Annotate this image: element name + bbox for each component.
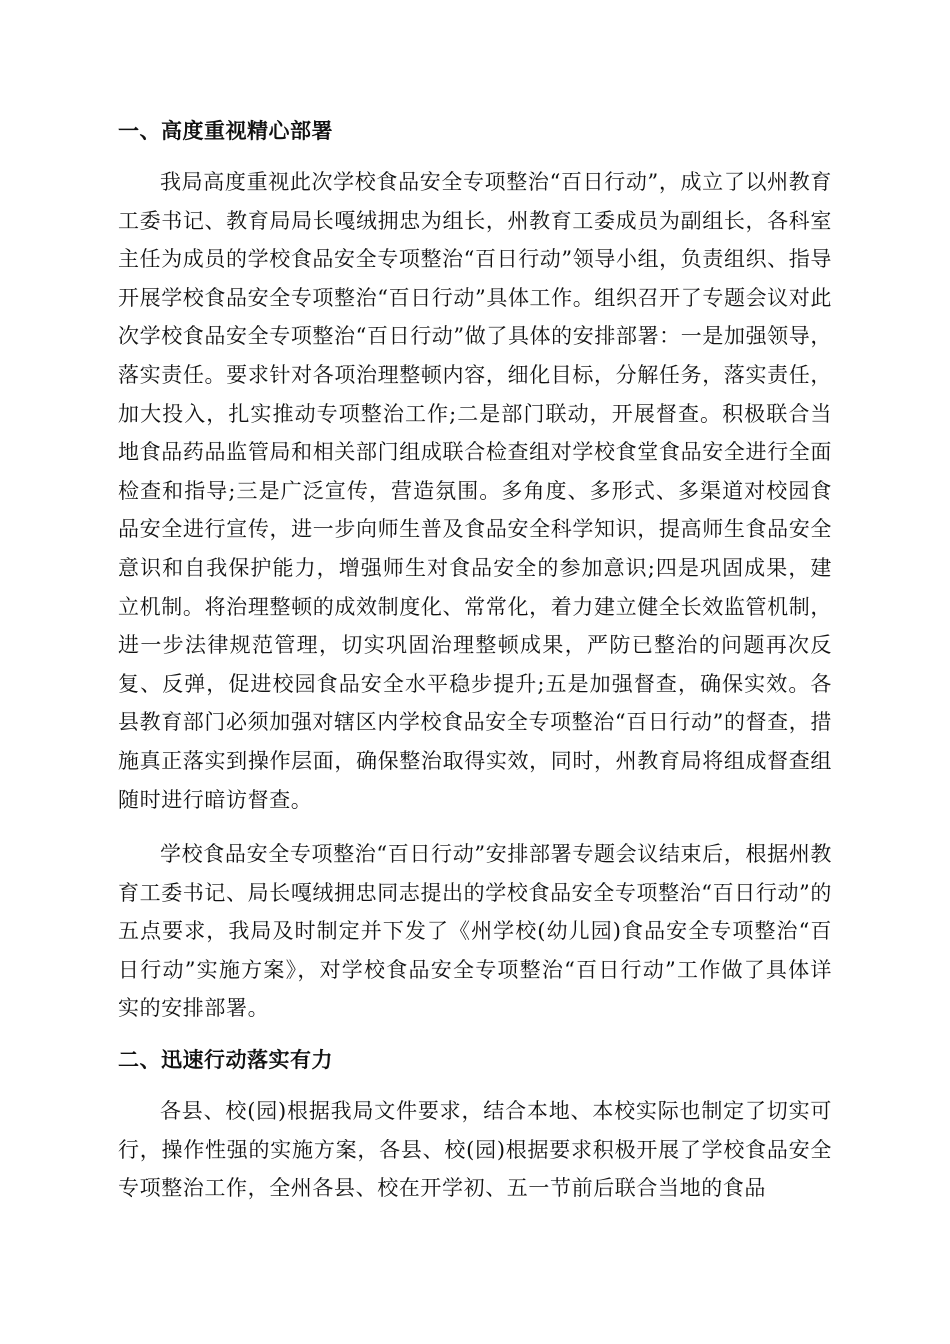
section-1-paragraph-1: 我局高度重视此次学校食品安全专项整治“百日行动”，成立了以州教育工委书记、教育局局长嘎绒拥忠为组长，州教育工委成员为副组长，各科室主任为成员的学校食品安全专项整治“百日行动”领导小组，负责组织、指导开展学校食品安全专项整治“百日行动”具体工作。组织召开了专题会议对此次学校食品安全专项整治“百日行动”做了具体的安排部署：一是加强领导，落实责任。要求针对各项治理整顿内容，细化目标，分解任务，落实责任，加大投入，扎实推动专项整治工作;二是部门联动，开展督查。积极联合当地食品药品监管局和相关部门组成联合检查组对学校食堂食品安全进行全面检查和指导;三是广泛宣传，营造氛围。多角度、多形式、多渠道对校园食品安全进行宣传，进一步向师生普及食品安全科学知识，提高师生食品安全意识和自我保护能力，增强师生对食品安全的参加意识;四是巩固成果，建立机制。将治理整顿的成效制度化、常常化，着力建立健全长效监管机制，进一步法律规范管理，切实巩固治理整顿成果，严防已整治的问题再次反复、反弹，促进校园食品安全水平稳步提升;五是加强督查，确保实效。各县教育部门必须加强对辖区内学校食品安全专项整治“百日行动”的督查，措施真正落实到操作层面，确保整治取得实效，同时，州教育局将组成督查组随时进行暗访督查。 — [118, 170, 832, 812]
document-body — [118, 111, 832, 1208]
section-heading-2: 二、迅速行动落实有力 — [118, 1048, 333, 1073]
section-heading-1: 一、高度重视精心部署 — [118, 119, 333, 143]
section-2-paragraph-1: 各县、校(园)根据我局文件要求，结合本地、本校实际也制定了切实可行，操作性强的实施方案，各县、校(园)根据要求积极开展了学校食品安全专项整治工作，全州各县、校在开学初、五一节前后联合当地的食品 — [118, 1099, 832, 1201]
section-1-paragraph-2: 学校食品安全专项整治“百日行动”安排部署专题会议结束后，根据州教育工委书记、局长嘎绒拥忠同志提出的学校食品安全专项整治“百日行动”的五点要求，我局及时制定并下发了《州学校(幼儿园)食品安全专项整治“百日行动”实施方案》，对学校食品安全专项整治“百日行动”工作做了具体详实的安排部署。 — [118, 842, 832, 1021]
